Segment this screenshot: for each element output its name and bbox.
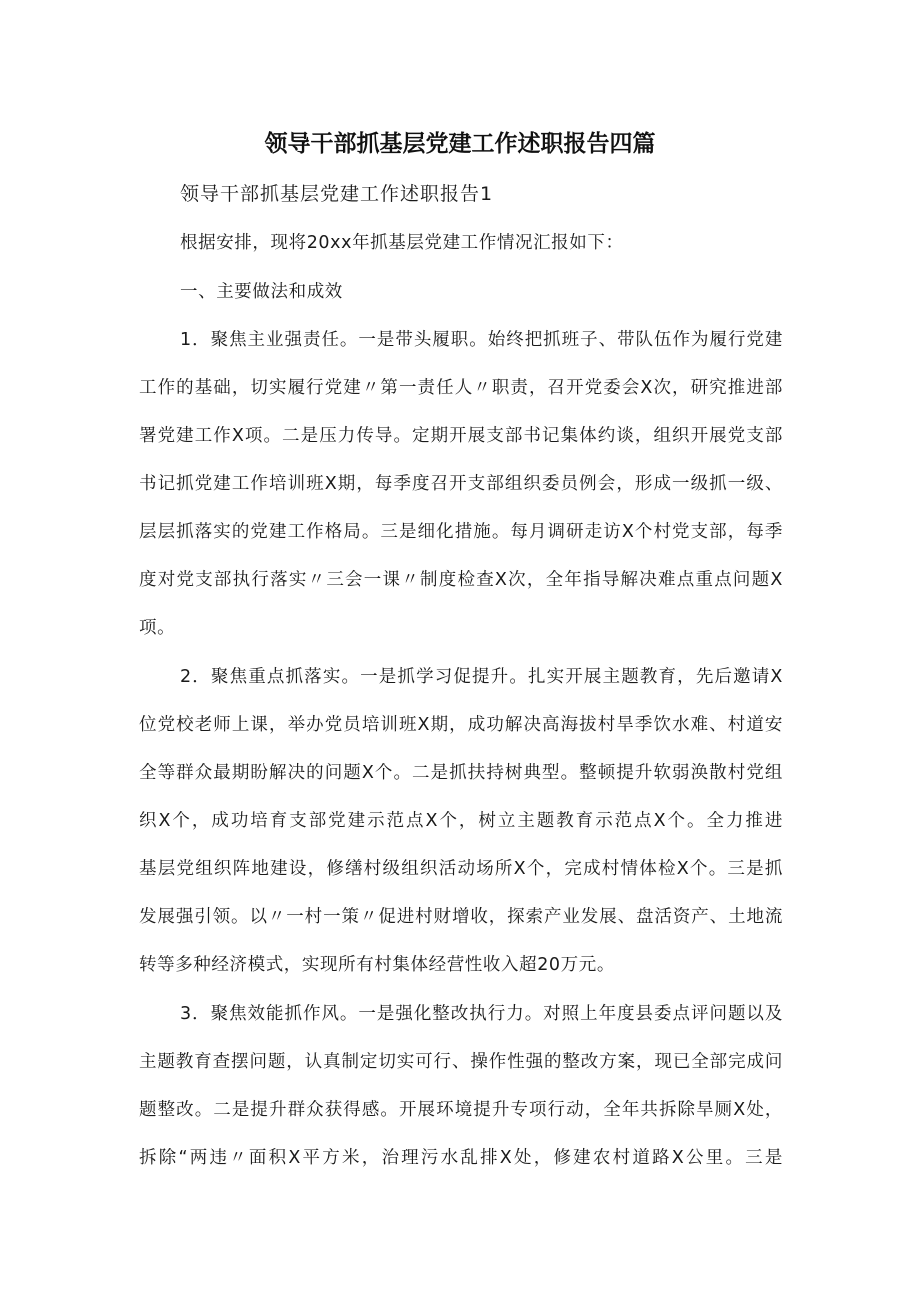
document-title: 领导干部抓基层党建工作述职报告四篇 [264,131,656,157]
paragraph-line: 拆除“两违〃面积X平方米，治理污水乱排X处，修建农村道路X公里。三是 [139,1148,783,1168]
paragraph-line: 工作的基础，切实履行党建〃第一责任人〃职责，召开党委会X次，研究推进部 [139,378,783,398]
paragraph-line: 项。 [139,618,176,638]
paragraph-line: 题整改。二是提升群众获得感。开展环境提升专项行动，全年共拆除旱厕X处， [139,1100,783,1120]
paragraph-line: 基层党组织阵地建设，修缮村级组织活动场所X个，完成村情体检X个。三是抓 [139,859,783,879]
paragraph-line: 织X个，成功培育支部党建示范点X个，树立主题教育示范点X个。全力推进 [139,811,783,831]
paragraph-line: 全等群众最期盼解决的问题X个。二是抓扶持树典型。整顿提升软弱涣散村党组 [139,763,783,783]
paragraph-line: 主题教育查摆问题，认真制定切实可行、操作性强的整改方案，现已全部完成问 [139,1052,783,1072]
paragraph-line: 书记抓党建工作培训班X期，每季度召开支部组织委员例会，形成一级抓一级、 [139,474,783,494]
paragraph-line: 发展强引领。以〃一村一策〃促进村财增收，探索产业发展、盘活资产、土地流 [139,907,783,927]
paragraph-line: 署党建工作X项。二是压力传导。定期开展支部书记集体约谈，组织开展党支部 [139,426,783,446]
paragraph-line: 3．聚焦效能抓作风。一是强化整改执行力。对照上年度县委点评问题以及 [180,1004,783,1024]
paragraph-line: 位党校老师上课，举办党员培训班X期，成功解决高海拔村旱季饮水难、村道安 [139,715,783,735]
intro-paragraph: 根据安排，现将20xx年抓基层党建工作情况汇报如下： [180,233,624,253]
report-subtitle: 领导干部抓基层党建工作述职报告1 [180,183,494,205]
section-heading: 一、主要做法和成效 [180,282,343,302]
paragraph-line: 转等多种经济模式，实现所有村集体经营性收入超20万元。 [139,955,615,975]
paragraph-line: 层层抓落实的党建工作格局。三是细化措施。每月调研走访X个村党支部，每季 [139,522,783,542]
paragraph-line: 度对党支部执行落实〃三会一课〃制度检查X次，全年指导解决难点重点问题X [139,570,783,590]
paragraph-line: 2．聚焦重点抓落实。一是抓学习促提升。扎实开展主题教育，先后邀请X [180,667,783,687]
paragraph-line: 1．聚焦主业强责任。一是带头履职。始终把抓班子、带队伍作为履行党建 [180,330,783,350]
